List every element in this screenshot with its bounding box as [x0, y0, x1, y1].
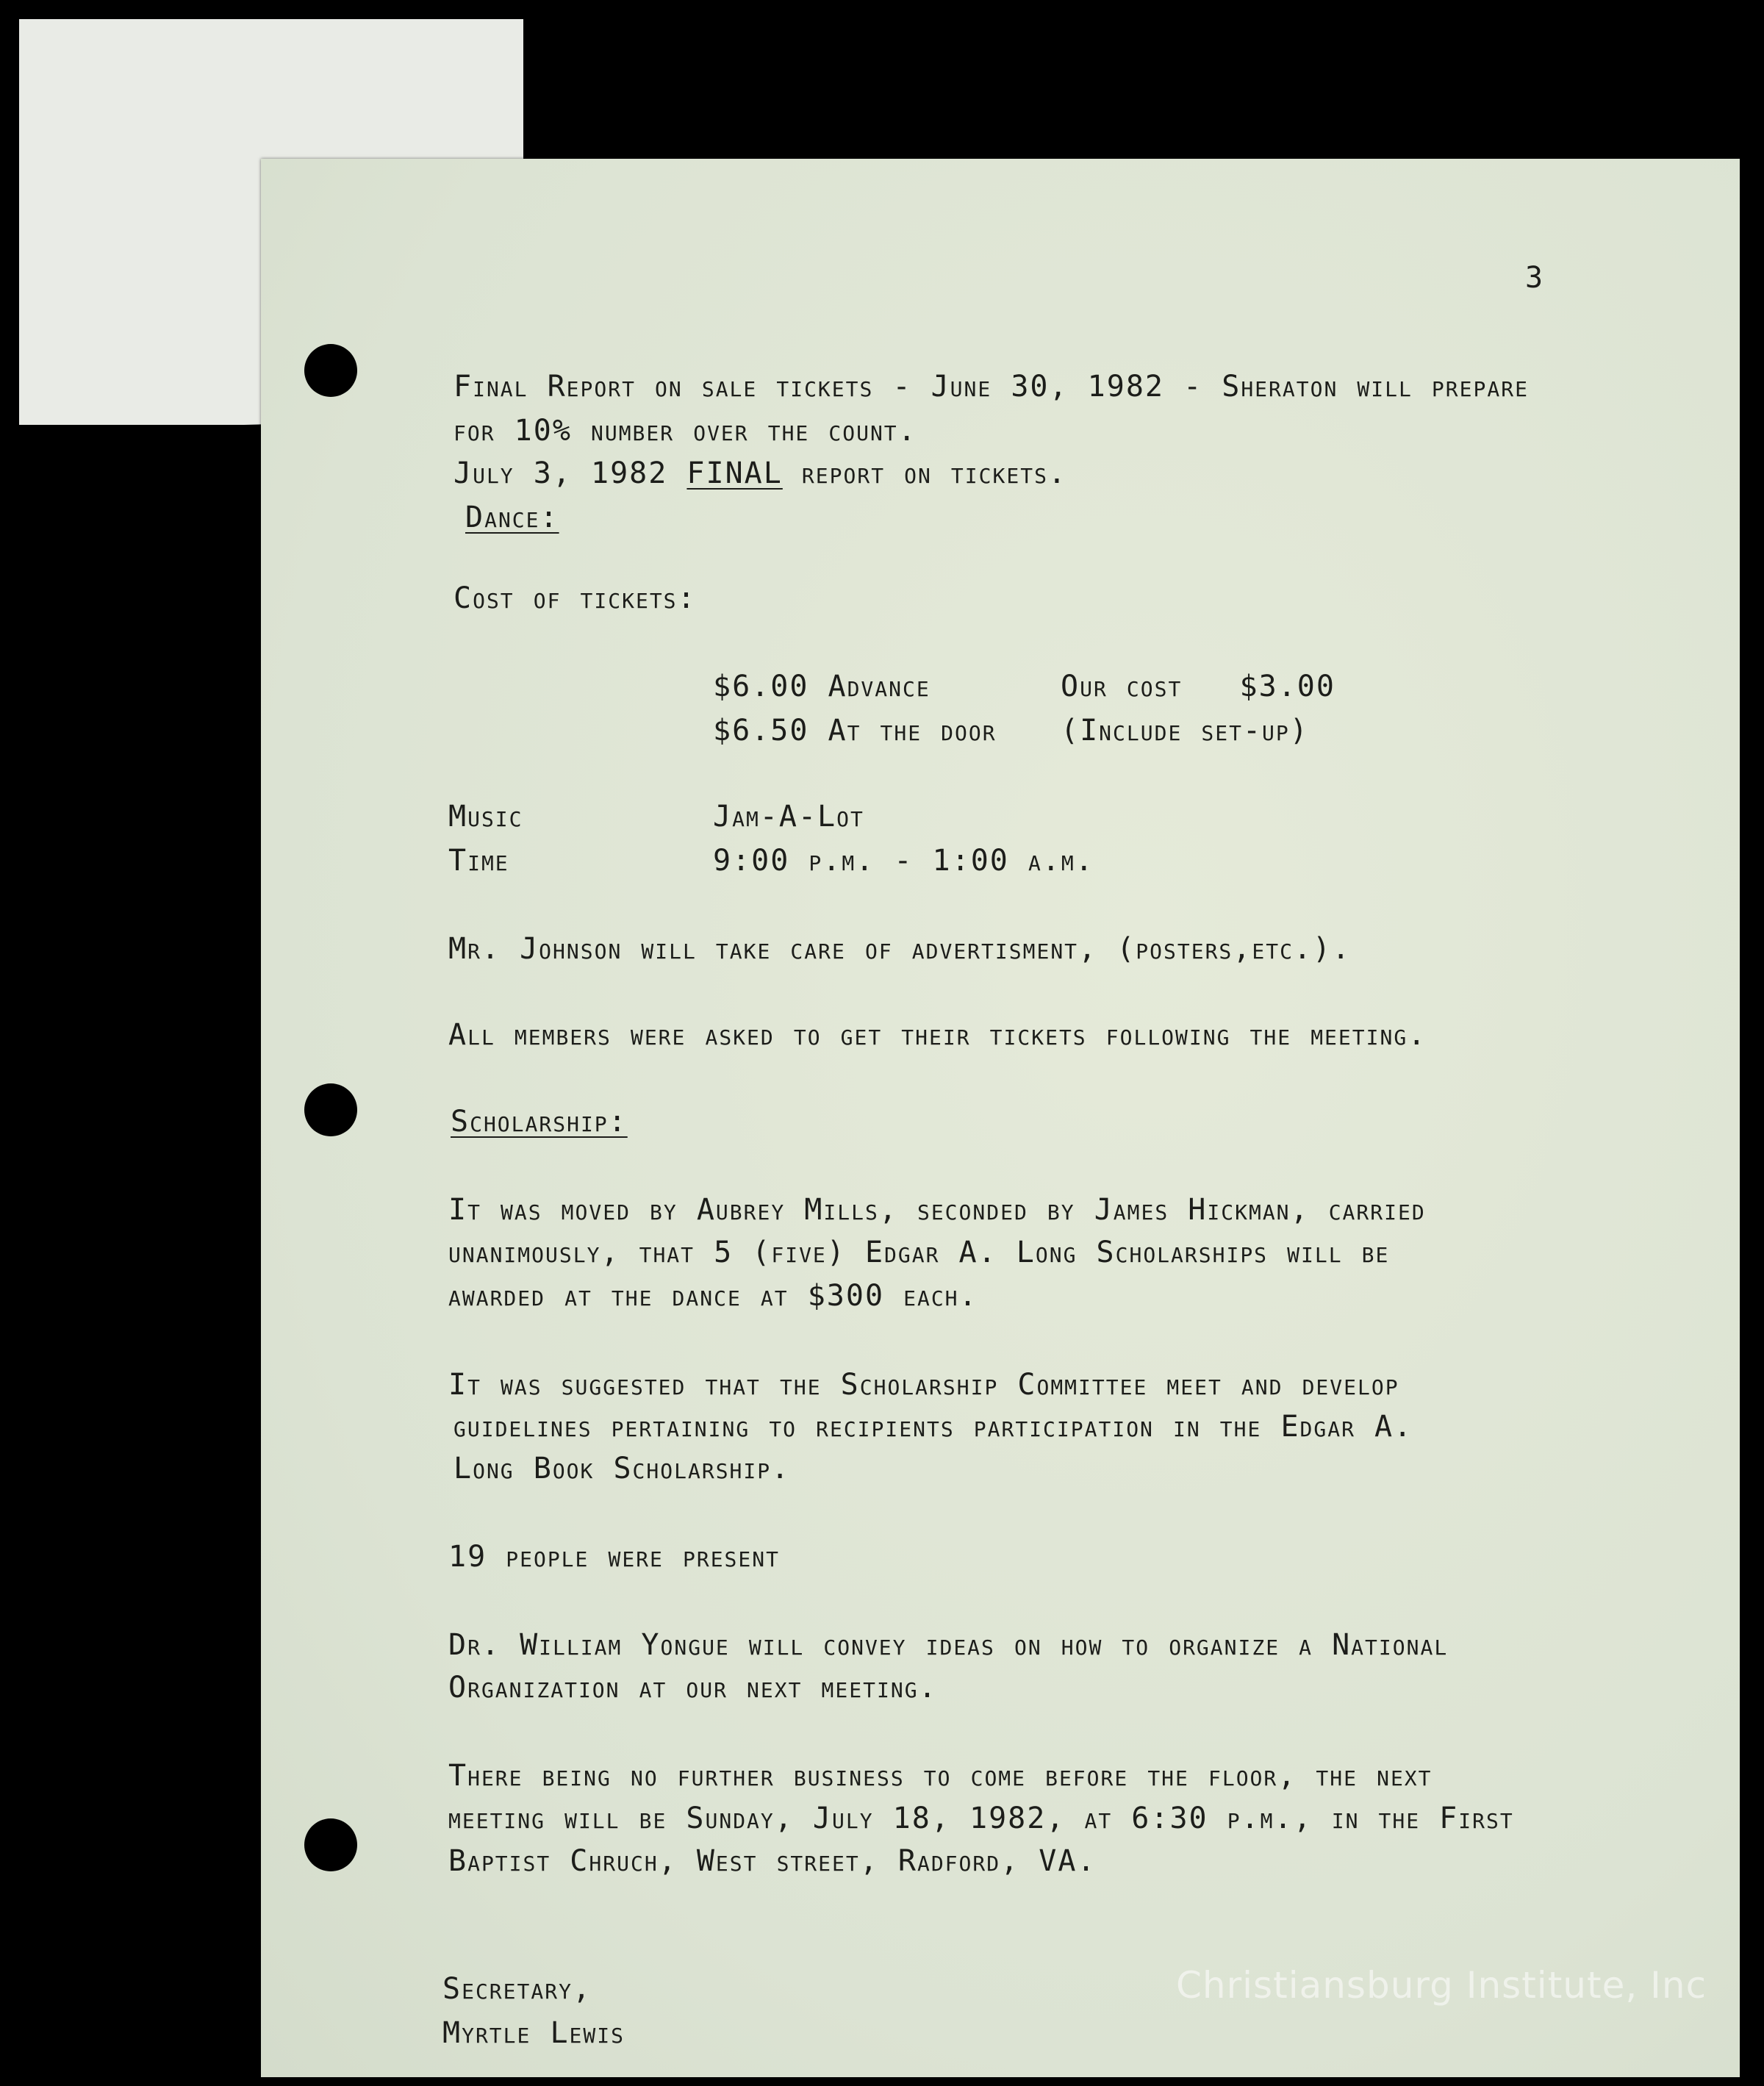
- scholarship-heading: Scholarship:: [451, 1105, 628, 1139]
- motion-line-3: awarded at the dance at $300 each.: [448, 1279, 978, 1313]
- report-date: July 3, 1982: [453, 456, 687, 490]
- suggestion-line-2: guidelines pertaining to recipients participation in the Edgar A.: [453, 1410, 1413, 1444]
- report-line-3-suffix: report on tickets.: [782, 456, 1068, 490]
- advance-price: $6.00 Advance: [713, 670, 931, 703]
- our-cost: Our cost $3.00: [1061, 670, 1335, 703]
- page-number: 3: [1525, 261, 1545, 295]
- report-line-3: [453, 456, 1068, 490]
- cost-of-tickets-label: Cost of tickets:: [453, 581, 697, 615]
- attendance-line: 19 people were present: [448, 1540, 780, 1574]
- secretary-name: Myrtle Lewis: [442, 2016, 625, 2050]
- door-price: $6.50 At the door: [713, 714, 997, 748]
- include-setup: (Include set-up): [1061, 714, 1309, 748]
- johnson-note: Mr. Johnson will take care of advertisment, (posters,etc.).: [448, 932, 1352, 966]
- typed-document-page: [261, 159, 1740, 2077]
- motion-line-2: unanimously, that 5 (five) Edgar A. Long Scholarships will be: [448, 1236, 1390, 1269]
- report-line-1: Final Report on sale tickets - June 30, 1982 - Sheraton will prepare: [453, 370, 1529, 404]
- dance-heading: Dance:: [465, 501, 559, 534]
- yongue-line-1: Dr. William Yongue will convey ideas on how to organize a National: [448, 1628, 1449, 1662]
- music-value: Jam-A-Lot: [713, 800, 864, 834]
- yongue-line-2: Organization at our next meeting.: [448, 1671, 938, 1705]
- time-value: 9:00 p.m. - 1:00 a.m.: [713, 844, 1094, 878]
- report-final-underlined: FINAL: [686, 456, 783, 490]
- suggestion-line-1: It was suggested that the Scholarship Committee meet and develop: [448, 1368, 1399, 1402]
- motion-line-1: It was moved by Aubrey Mills, seconded by James Hickman, carried: [448, 1193, 1426, 1227]
- closing-line-3: Baptist Chruch, West street, Radford, VA.: [448, 1844, 1097, 1878]
- punch-hole-bottom: [304, 1818, 357, 1871]
- time-label: Time: [448, 844, 509, 878]
- closing-line-1: There being no further business to come before the floor, the next: [448, 1759, 1433, 1793]
- suggestion-line-3: Long Book Scholarship.: [453, 1452, 791, 1485]
- secretary-title: Secretary,: [442, 1972, 592, 2006]
- punch-hole-middle: [304, 1083, 357, 1136]
- punch-hole-top: [304, 344, 357, 397]
- report-line-2: for 10% number over the count.: [453, 414, 917, 448]
- music-label: Music: [448, 800, 523, 834]
- closing-line-2: meeting will be Sunday, July 18, 1982, at 6:30 p.m., in the First: [448, 1802, 1514, 1835]
- members-note: All members were asked to get their tickets following the meeting.: [448, 1018, 1427, 1052]
- watermark: Christiansburg Institute, Inc: [1176, 1964, 1707, 2007]
